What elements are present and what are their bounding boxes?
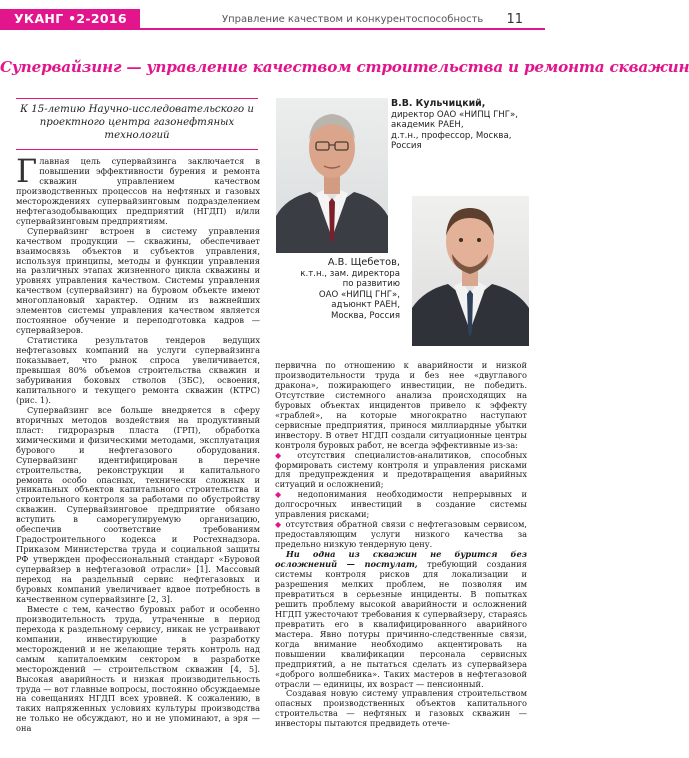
paragraph: Супервайзинг все больше внедряется в сферу вторичных методов воздействия на продуктивный пласт: гидроразрыв пласта (ГРП), обработка химическими и физическими методами, эксплуатация бурового и нефтегазового оборудования. Супервайзинг идентифицирован в перечне строительства, реконструкции и капитального ремонта особо опасных, технически сложных и уникальных объектов капитального строительства и строительного контроля за работами по обустройству скважин. Супервайзинговое предприятие обязано вступить в саморегулируемую организацию, обеспечив соответствие требованиям Градостроительного кодекса и Ростехнадзора. Приказом Министерства труда и социальной защиты РФ утвержден профессиональный стандарт «Буровой супервайзер в нефтегазовой отрасли» [1]. Массовый переход на раздельный сервис нефтегазовых и буровых компаний увеличивает вдвое потребность в качественном супервайзинге [2, 3]. <box>16 404 260 604</box>
author-2-org: ОАО «НИПЦ ГНГ», адъюнкт РАЕН, <box>318 289 400 311</box>
author-1-title: директор ОАО «НИПЦ ГНГ», академик РАЕН, <box>391 109 518 131</box>
header-rule <box>140 28 545 30</box>
list-item <box>275 520 527 550</box>
paragraph: Вместе с тем, качество буровых работ и особенно производительность труда, утраченные в период перехода к раздельному сервису, никак не устраивают компании, инвестирующие в разработку месторождений и не желающие терять контроль над самым капиталоемким сектором в разработке месторождений — строительством скважин [4, 5]. Высокая аварийность и низкая производительность труда — вот главные вопросы, постоянно обсуждаемые на совещаниях НГДП всех уровней. К сожалению, в таких напряженных условиях культуры производства не только не обсуждают, но и не упоминают, а эря — она <box>16 603 260 734</box>
journal-issue: УКАНГ •2-2016 <box>14 11 127 26</box>
section-title: Управление качеством и конкурентоспособность <box>222 14 484 25</box>
drop-cap: Г <box>16 152 38 190</box>
article-title: Супервайзинг — управление качеством строительства и ремонта скважин <box>0 58 689 76</box>
author-2-city: Москва, Россия <box>330 310 400 321</box>
list-item <box>275 490 527 520</box>
paragraph: Создавая новую систему управления строительством опасных производственных объектов капитального строительства — нефтяных и газовых скважин — инвесторы пытаются предвидеть отече- <box>275 688 527 729</box>
text-column-2 <box>275 361 527 729</box>
paragraph: Статистика результатов тендеров ведущих нефтегазовых компаний на услуги супервайзинга показывает, что рынок спроса увеличивается, превышая 80% объемов строительства скважин и забуривания боковых стволов (ЗБС), освоения, капитального и текущего ремонта скважин (КТРС) (рис. 1). <box>16 335 260 405</box>
paragraph: Супервайзинг встроен в систему управления качеством продукции — скважины, обеспечивает взаимосвязь объектов и субъектов управления, используя принципы, методы и функции управления на различных этапах жизненного цикла скважины и уровнях управления качеством. Системы управления качеством (супервайзинг) на буровом объекте имеют многоплановый характер. Одним из важнейших элементов системы управления качеством является постоянное обучение и переподготовка кадров — супервайзеров. <box>16 225 260 336</box>
paragraph-text: требующий создания системы контроля рисков для локализации и разрешения мелких проблем, не позволяя им превратиться в серьезные инциденты. В попытках решить проблему высокой аварийности и осложнений НГДП ужесточают требования к супервайзеру, стараясь превратить его в квалифицированного аварийного мастера. Явно потуры причинно-следственные связи, когда внимание необходимо акцентировать на повышении квалификации персонала сервисных предприятий, а не пытаться сделать из супервайзера «доброго волшебника». Таких мастеров в нефтегазовой отрасли — единицы, их возраст — пенсионный. <box>275 559 527 689</box>
emphasis-text: Ни одна из скважин не бурится без осложнений — постулат, <box>275 549 527 570</box>
list-item <box>275 451 527 491</box>
author-photo-kulchitsky <box>276 98 388 253</box>
intro-text: К 15-летию Научно-исследовательского и проектного центра газонефтяных технологий <box>20 104 254 141</box>
portrait-illustration <box>412 196 529 346</box>
list-item-text: отсутствия обратной связи с нефтегазовым сервисом, предоставляющим услуги низкого качества за предельно низкую тендерную цену. <box>275 519 528 550</box>
list-item-text: недопонимания необходимости непрерывных и долгосрочных инвестиций в создание системы управления рисками; <box>275 489 527 520</box>
author-caption-1 <box>391 99 531 152</box>
author-photo-shchebetov <box>412 196 529 346</box>
intro-box <box>16 98 258 150</box>
author-1-degree: д.т.н., профессор, Москва, Россия <box>391 130 512 152</box>
paragraph <box>16 152 260 227</box>
bullet-icon: ◆ <box>275 520 286 530</box>
page-header <box>0 0 545 30</box>
text-column-1 <box>16 152 260 734</box>
bullet-icon: ◆ <box>275 450 298 460</box>
author-2-name: А.В. Щебетов, <box>327 257 400 268</box>
paragraph-text: лавная цель супервайзинга заключается в повышении эффективности бурения и ремонта скважин управлением качеством производственных процессов на нефтяных и газовых месторождениях супервайзинговым подразделением нефтегазодобывающих предприятий (НГДП) и/или супервайзинговым предприятиям. <box>16 156 260 226</box>
paragraph: первична по отношению к аварийности и низкой производительности труда и без нее «двуглавого дракона», пожирающего инвестиции, не победить. Отсутствие системного анализа происходящих на буровых объектах инцидентов привело к эффекту «граблей», на которые многократно наступают сервисные предприятия, принося миллиардные убытки инвестору. В ответ НГДП создали ситуационные центры контроля буровых работ, не всегда эффективные из-за: <box>275 360 527 450</box>
bullet-icon: ◆ <box>275 490 298 500</box>
author-caption-2 <box>290 258 400 322</box>
page-number: 11 <box>506 12 523 27</box>
list-item-text: отсутствия специалистов-аналитиков, способных формировать систему контроля и управления рисками для предупреждения и предотвращения аварийных ситуаций и осложнений; <box>275 449 527 490</box>
paragraph <box>275 550 527 689</box>
author-1-name: В.В. Кульчицкий, <box>391 98 486 109</box>
portrait-illustration <box>276 98 388 253</box>
author-2-title: к.т.н., зам. директора по развитию <box>300 268 400 290</box>
